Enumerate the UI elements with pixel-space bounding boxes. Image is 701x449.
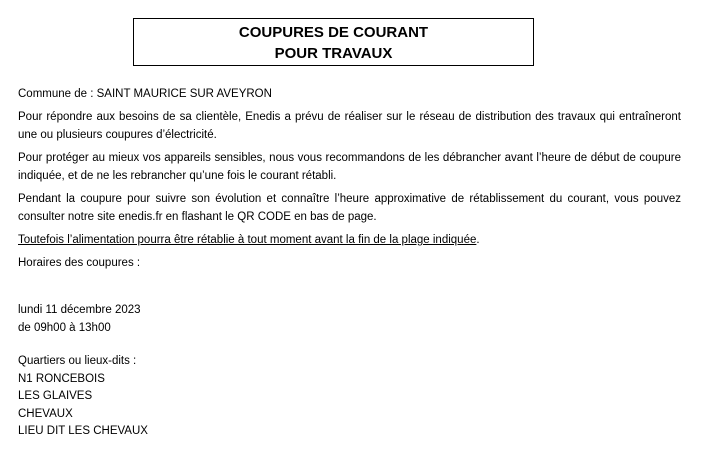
location-item: LIEU DIT LES CHEVAUX [18, 425, 148, 437]
location-item: LES GLAIVES [18, 390, 93, 402]
notice-body [18, 85, 681, 441]
title-line-1: COUPURES DE COURANT [238, 24, 429, 41]
locations-block [18, 353, 681, 441]
warning-text: Toutefois l’alimentation pourra être rétablie à tout moment avant la fin de la plage indiquée [18, 234, 477, 246]
schedule-time: de 09h00 à 13h00 [18, 321, 111, 334]
schedule-date: lundi 11 décembre 2023 [18, 304, 141, 316]
location-item: CHEVAUX [18, 407, 73, 420]
commune-line: Commune de : SAINT MAURICE SUR AVEYRON [18, 88, 272, 100]
warning-paragraph [18, 231, 681, 249]
protect-paragraph: Pour protéger au mieux vos appareils sensibles, nous vous recommandons de les débrancher avant l’heure de début de coupure indiquée, et de ne les rebrancher qu’une fois le courant rétabli. [18, 152, 681, 182]
notice-title-box [133, 18, 534, 66]
locations-heading: Quartiers ou lieux-dits : [18, 355, 137, 367]
schedule-heading: Horaires des coupures : [18, 257, 141, 269]
intro-paragraph: Pour répondre aux besoins de sa clientèle, Enedis a prévu de réaliser sur le réseau de distribution des travaux qui entraîneront une ou plusieurs coupures d’électricité. [18, 111, 681, 141]
follow-paragraph: Pendant la coupure pour suivre son évolution et connaître l’heure approximative de rétablissement du courant, vous pouvez consulter notre site enedis.fr en flashant le QR CODE en bas de page. [18, 193, 681, 223]
warning-period: . [476, 234, 480, 246]
location-item: N1 RONCEBOIS [18, 372, 105, 385]
title-line-2: POUR TRAVAUX [274, 45, 393, 62]
blank-space [18, 272, 681, 302]
schedule-block [18, 302, 681, 337]
